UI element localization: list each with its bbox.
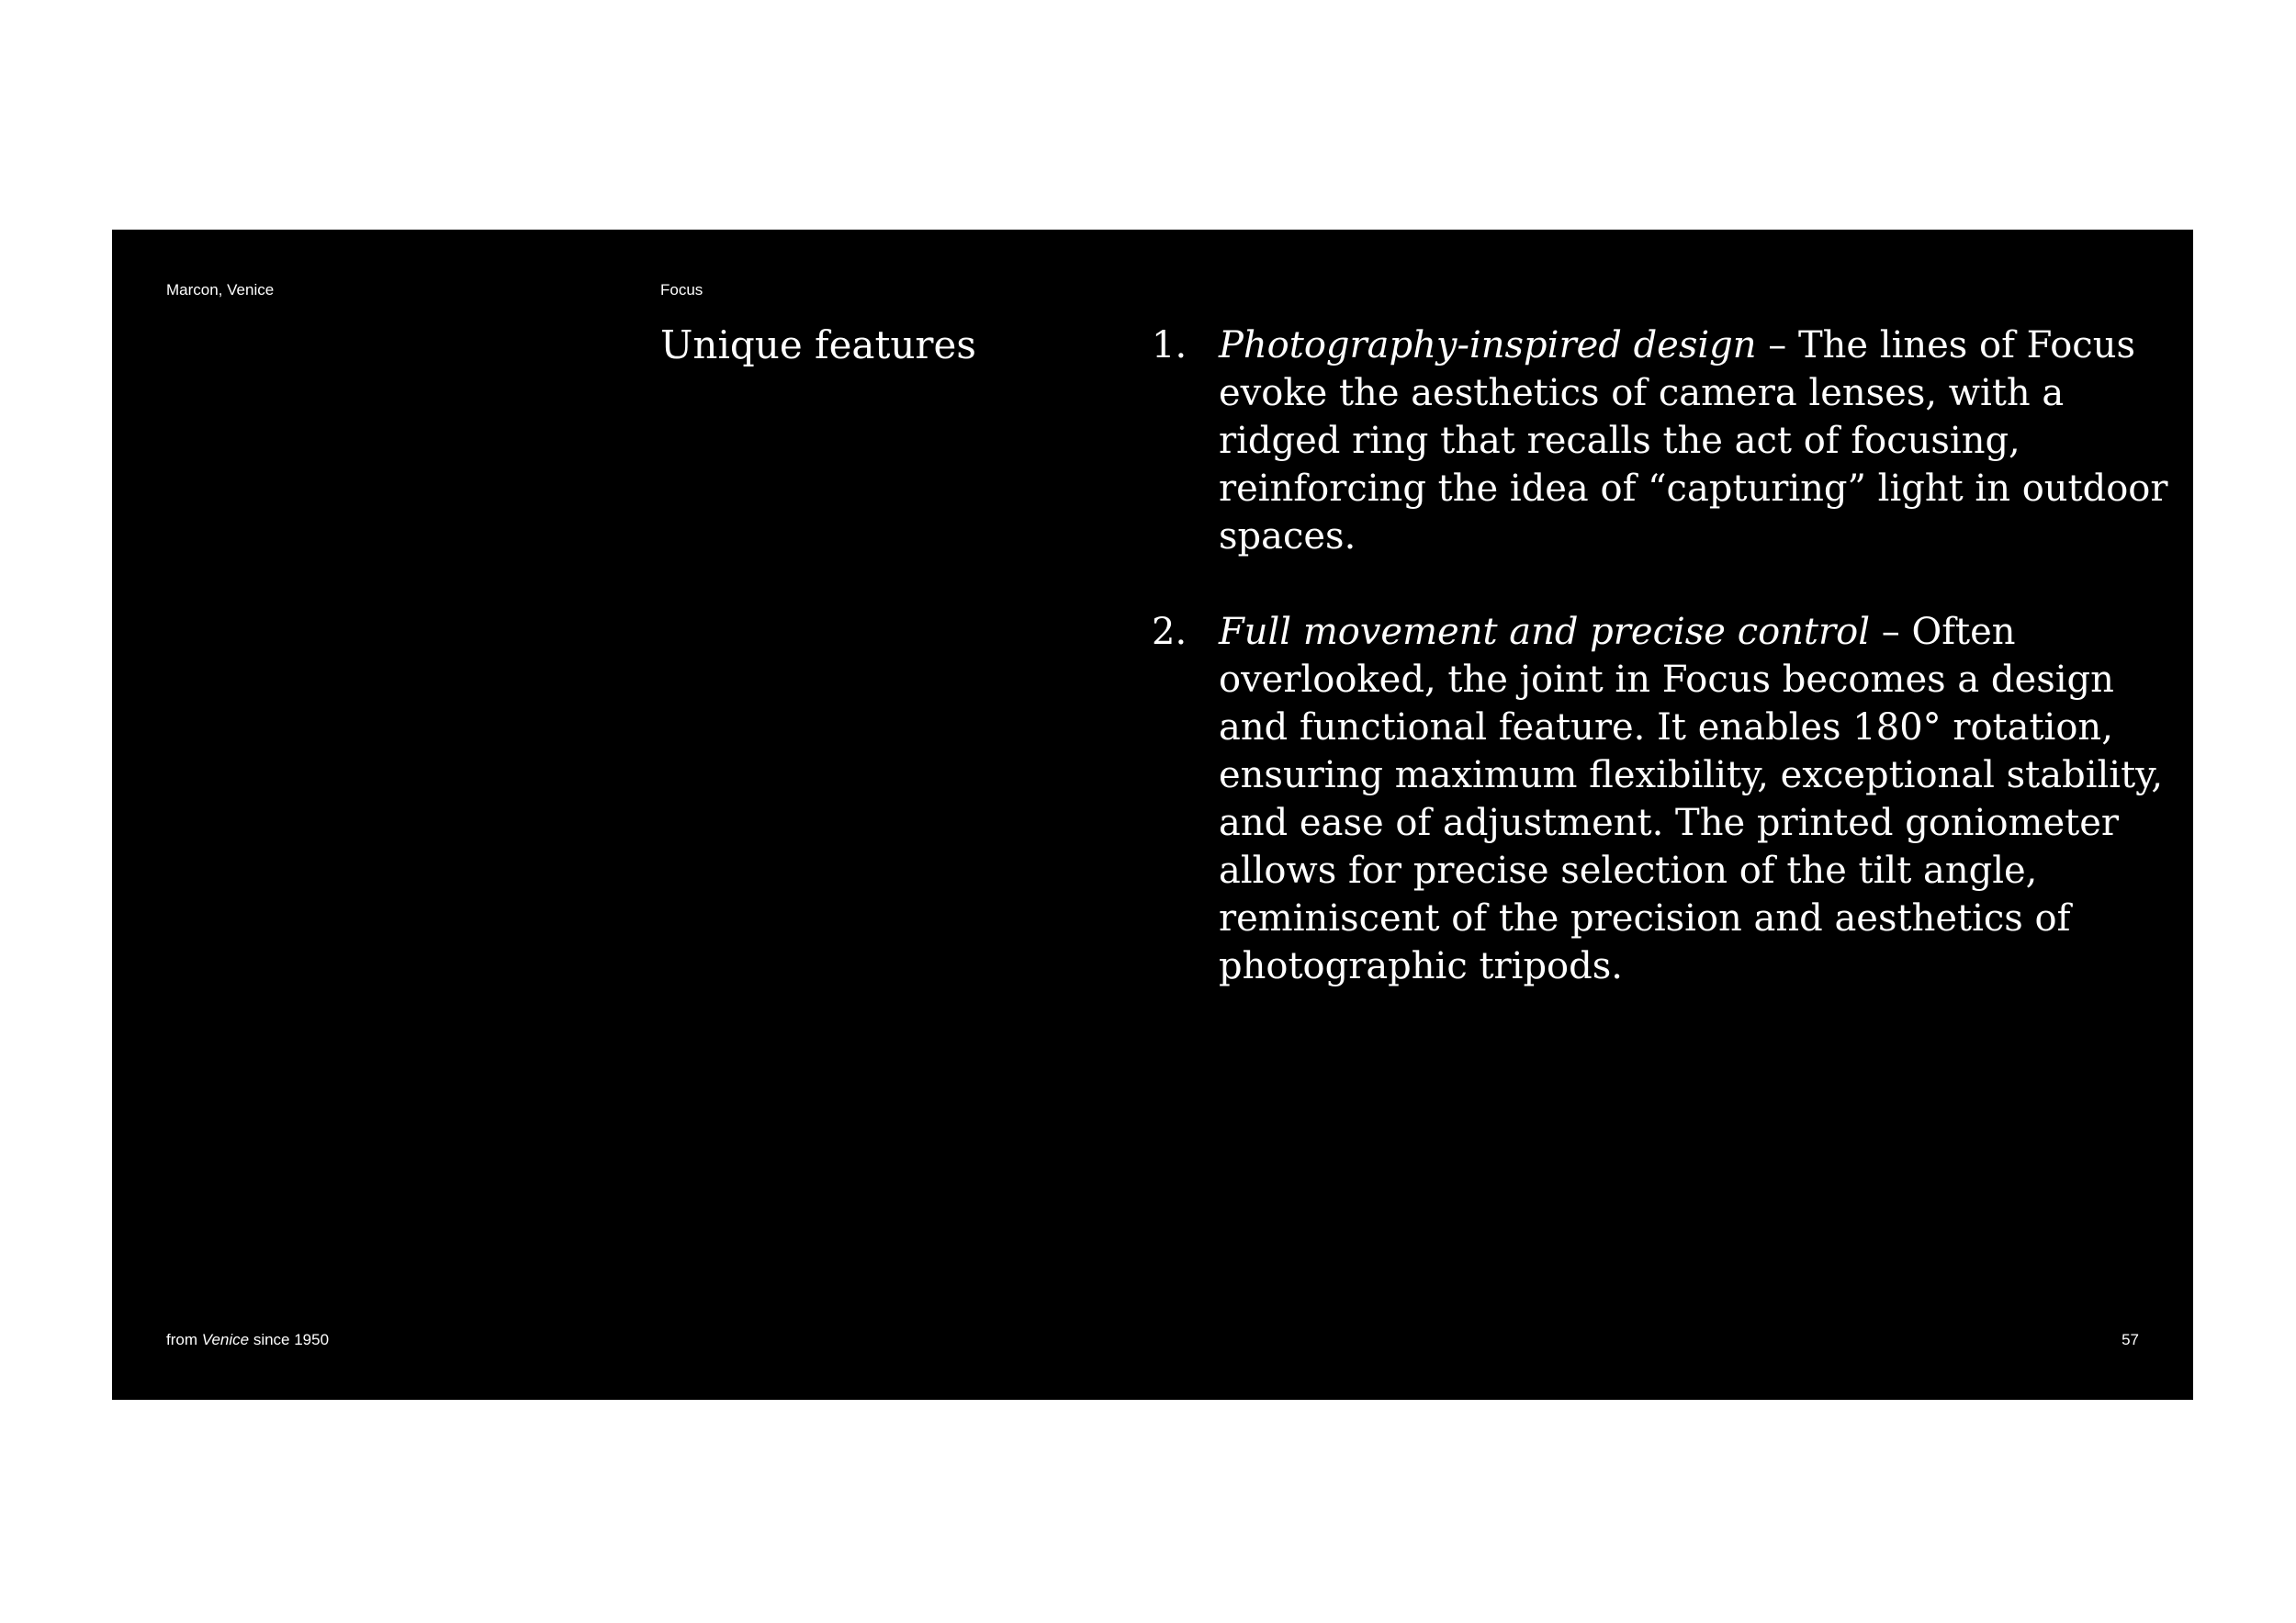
page-number: 57 bbox=[2122, 1331, 2139, 1348]
list-item bbox=[1152, 608, 2176, 990]
features-list bbox=[1152, 321, 2176, 1038]
item-number: 2. bbox=[1152, 611, 1187, 653]
header-location: Marcon, Venice bbox=[166, 281, 275, 299]
section-title: Unique features bbox=[660, 322, 976, 367]
item-number: 1. bbox=[1152, 324, 1187, 366]
item-title: Photography-inspired design bbox=[1219, 324, 1757, 366]
footer-prefix: from bbox=[166, 1331, 202, 1348]
list-item bbox=[1152, 321, 2176, 560]
header-section: Focus bbox=[660, 281, 703, 299]
footer-tagline bbox=[166, 1331, 329, 1349]
item-text: – The lines of Focus evoke the aesthetics of camera lenses, with a ridged ring that recalls the act of focusing, reinforcing the idea of “capturing” light in outdoor spaces. bbox=[1219, 324, 2168, 558]
item-text: – Often overlooked, the joint in Focus becomes a design and functional feature. It enables 180° rotation, ensuring maximum flexibility, exceptional stability, and ease of adjustment. The printed goniometer allows for precise selection of the tilt angle, reminiscent of the precision and aesthetics of photographic tripods. bbox=[1219, 611, 2164, 987]
document-page bbox=[112, 230, 2193, 1400]
footer-suffix: since 1950 bbox=[249, 1331, 330, 1348]
item-title: Full movement and precise control bbox=[1219, 611, 1871, 653]
footer-emphasis: Venice bbox=[201, 1331, 250, 1348]
